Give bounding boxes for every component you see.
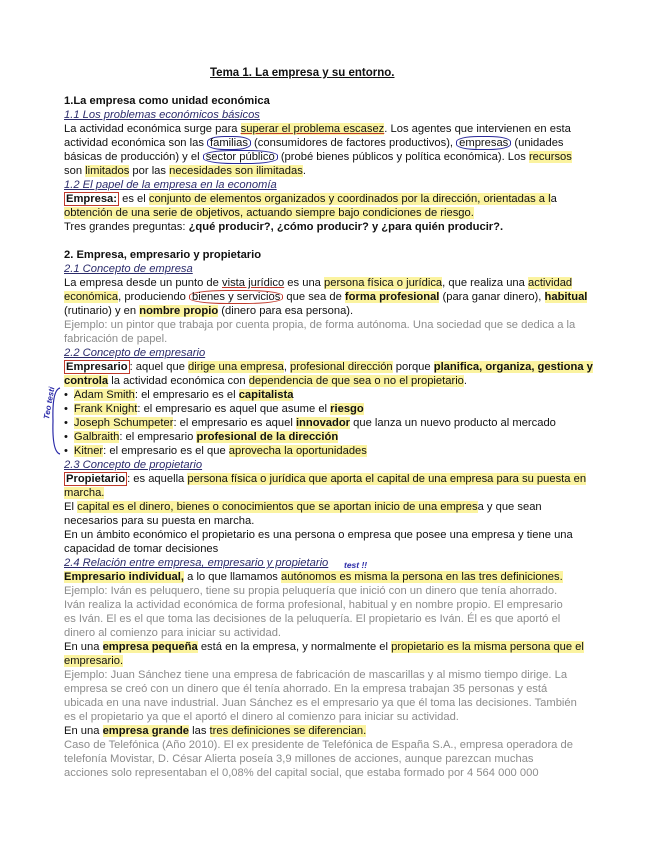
paragraph-line: El capital es el dinero, bienes o conocimientos que se aportan inicio de una empresa y que sean bbox=[64, 501, 542, 513]
subsection-2-1: 2.1 Concepto de empresa bbox=[64, 263, 193, 275]
example-line: dinero al comienzo para iniciar su actividad. bbox=[64, 627, 282, 639]
list-item: • Galbraith: el empresario profesional de la dirección bbox=[64, 430, 338, 444]
example-line: Caso de Telefónica (Año 2010). El ex presidente de Telefónica de España S.A., empresa operadora de bbox=[64, 739, 573, 751]
list-item: • Joseph Schumpeter: el empresario es aquel innovador que lanza un nuevo producto al mercado bbox=[64, 416, 556, 430]
section-1-heading: 1.La empresa como unidad económica bbox=[64, 95, 270, 107]
example-line: acciones solo representaban el 0,08% del capital social, que estaba formado por 4 564 000 000 bbox=[64, 767, 539, 779]
example-line: Ejemplo: Iván es peluquero, tiene su propia peluquería que inició con un dinero que tenía ahorrado. bbox=[64, 585, 558, 597]
example-line: es el propietario ya que el aportó el dinero al comienzo para iniciar su actividad. bbox=[64, 711, 459, 723]
paragraph-line: (rutinario) y en nombre propio (dinero para esa persona). bbox=[64, 305, 354, 317]
subsection-1-1: 1.1 Los problemas económicos básicos bbox=[64, 109, 260, 121]
paragraph-line: Empresa: es el conjunto de elementos organizados y coordinados por la dirección, orientadas a la bbox=[66, 193, 557, 205]
paragraph-line: empresario. bbox=[64, 655, 124, 667]
paragraph-line: Tres grandes preguntas: ¿qué producir?, ¿cómo producir? y ¿para quién producir?. bbox=[64, 221, 504, 233]
handwritten-annotation: Teo testi bbox=[41, 386, 57, 420]
example-line: Ejemplo: Juan Sánchez tiene una empresa de fabricación de mascarillas y al mismo tiempo dirige. La bbox=[64, 669, 568, 681]
example-line: telefonía Movistar, D. César Alierta poseía 3,9 millones de acciones, aunque parezcan muchas bbox=[64, 753, 534, 765]
list-item: • Adam Smith: el empresario es el capitalista bbox=[64, 388, 293, 402]
paragraph-line: necesarios para su puesta en marcha. bbox=[64, 515, 255, 527]
example-line: ubicada en una nave industrial. Juan Sánchez es el empresario ya que él toma las decisiones. También bbox=[64, 697, 577, 709]
paragraph-line: obtención de una serie de objetivos, actuando siempre bajo condiciones de riesgo. bbox=[64, 207, 474, 219]
paragraph-line: En una empresa pequeña está en la empresa, y normalmente el propietario es la misma persona que el bbox=[64, 641, 584, 653]
subsection-2-4-line bbox=[64, 556, 328, 570]
list-item: • Frank Knight: el empresario es aquel que asume el riesgo bbox=[64, 402, 364, 416]
handwritten-annotation: test !! bbox=[344, 560, 368, 570]
paragraph-line: En una empresa grande las tres definiciones se diferencian. bbox=[64, 725, 367, 737]
example-line: es Iván. El es el que toma las decisiones de la peluquería. El propietario es Iván. Él es que aportó el bbox=[64, 613, 561, 625]
paragraph-line: capacidad de tomar decisiones bbox=[64, 543, 219, 555]
section-2-heading: 2. Empresa, empresario y propietario bbox=[64, 249, 262, 261]
paragraph-line: son limitados por las necesidades son ilimitadas. bbox=[64, 165, 306, 177]
example-line: Iván realiza la actividad económica de forma profesional, habitual y en nombre propio. El empresario bbox=[64, 599, 563, 611]
subsection-2-2: 2.2 Concepto de empresario bbox=[64, 347, 206, 359]
example-line: Ejemplo: un pintor que trabaja por cuenta propia, de forma autónoma. Una sociedad que se dedica a la bbox=[64, 319, 576, 331]
document-title: Tema 1. La empresa y su entorno. bbox=[210, 67, 395, 79]
subsection-2-4: 2.4 Relación entre empresa, empresario y propietario bbox=[64, 557, 329, 569]
paragraph-line: En un ámbito económico el propietario es una persona o empresa que posee una empresa y tiene una bbox=[64, 529, 573, 541]
list-item: • Kitner: el empresario es el que aprovecha la oportunidades bbox=[64, 444, 367, 458]
paragraph-line: marcha. bbox=[64, 487, 105, 499]
paragraph-line: La empresa desde un punto de vista jurídico es una persona física o jurídica, que realiza una actividad bbox=[64, 277, 573, 289]
paragraph-line: económica, produciendo bienes y servicios que sea de forma profesional (para ganar dinero), habitual bbox=[64, 291, 588, 303]
paragraph-line: Empresario : aquel que dirige una empresa, profesional dirección porque planifica, organiza, gestiona y bbox=[66, 361, 593, 373]
example-line: fabricación de papel. bbox=[64, 333, 168, 345]
paragraph-line: La actividad económica surge para superar el problema escasez. Los agentes que intervienen en esta bbox=[64, 123, 571, 135]
paragraph-line: Propietario : es aquella persona física o jurídica que aporta el capital de una empresa para su puesta en bbox=[66, 473, 587, 485]
paragraph-line: controla la actividad económica con dependencia de que sea o no el propietario. bbox=[64, 375, 468, 387]
paragraph-line: actividad económica son las familias (consumidores de factores productivos), empresas (unidades bbox=[64, 137, 564, 149]
example-line: empresa se creó con un dinero que él tenía ahorrado. En la empresa trabajan 35 personas y está bbox=[64, 683, 548, 695]
paragraph-line: Empresario individual, a lo que llamamos autónomos es misma la persona en las tres definiciones. bbox=[64, 571, 563, 583]
subsection-1-2: 1.2 El papel de la empresa en la economía bbox=[64, 179, 277, 191]
subsection-2-3: 2.3 Concepto de propietario bbox=[64, 459, 203, 471]
paragraph-line: básicas de producción) y el sector público (probé bienes públicos y política económica). Los recursos bbox=[64, 151, 572, 163]
